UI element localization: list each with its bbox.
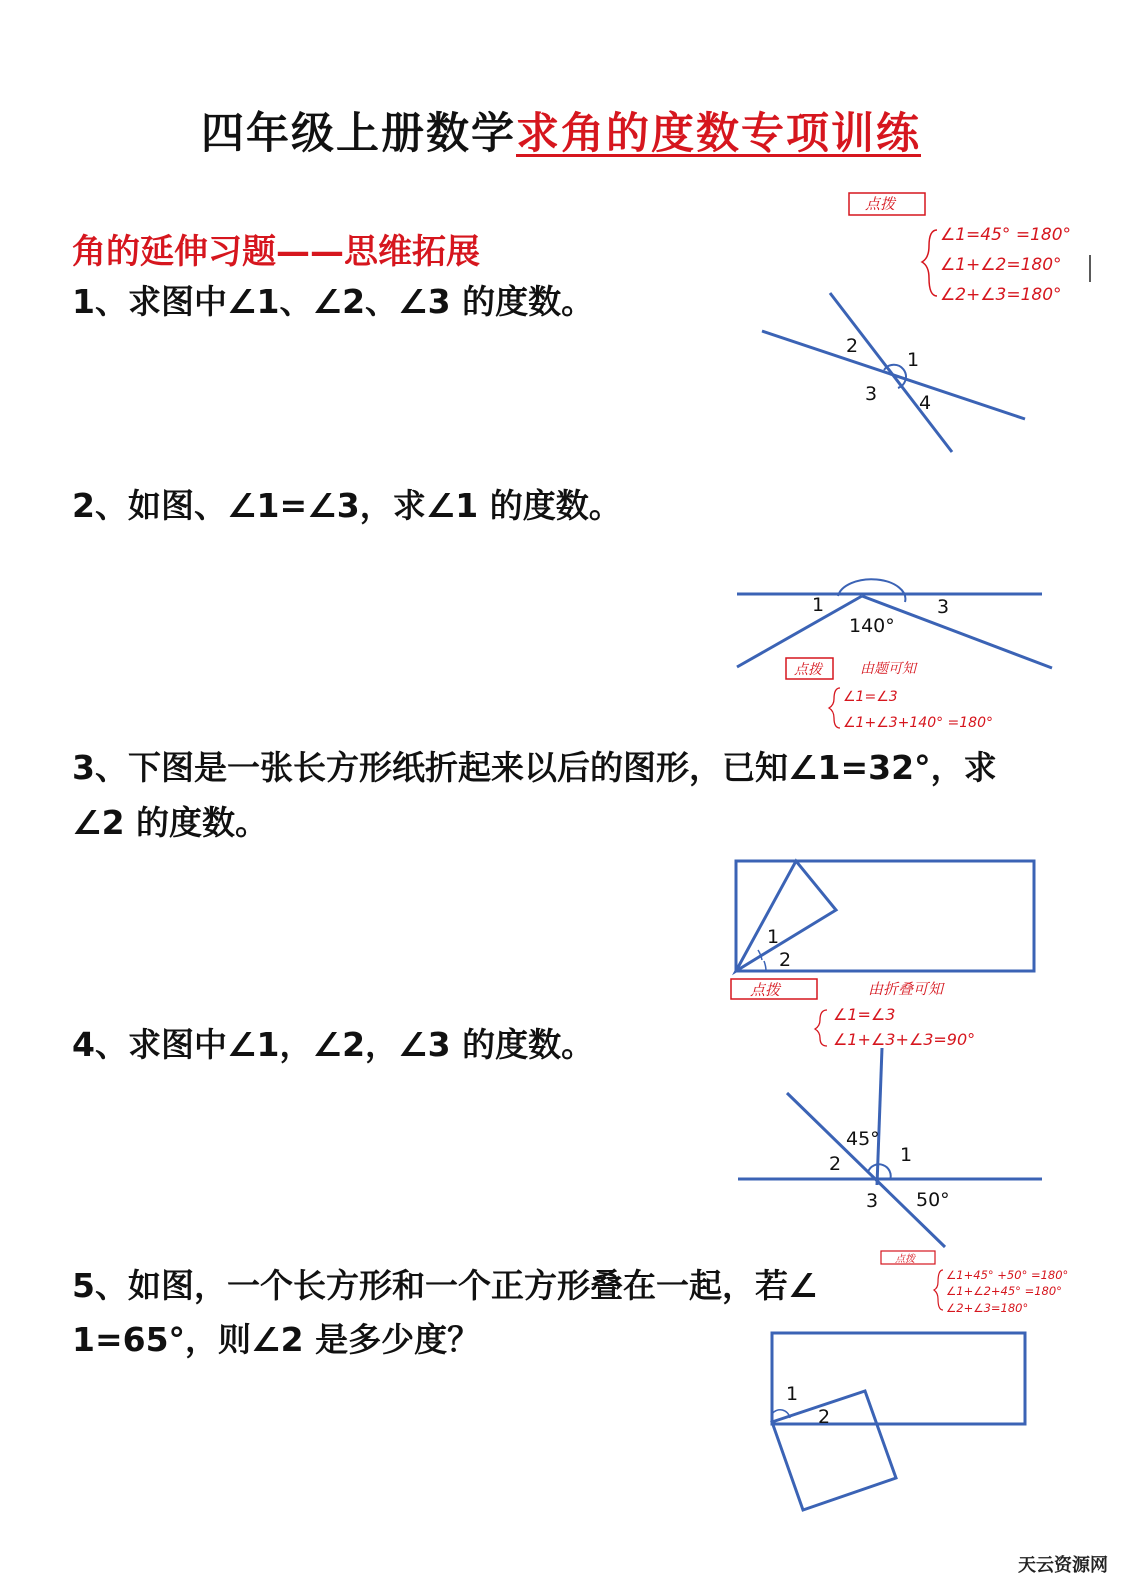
- figure-2-label-3: 3: [937, 596, 950, 618]
- figure-2-label-1: 1: [812, 594, 825, 616]
- title-black: 四年级上册数学: [201, 109, 516, 159]
- hint-1-line-1: ∠1=45° =180°: [940, 225, 1072, 245]
- figure-4-angle-50: 50°: [916, 1189, 950, 1211]
- hint-4-line-1: ∠1+45° +50° =180°: [946, 1268, 1069, 1282]
- hint-3-line-1: ∠1=∠3: [833, 1005, 896, 1024]
- hint-4-tag: 点拨: [895, 1254, 915, 1265]
- figure-1-label-3: 3: [865, 383, 878, 405]
- figure-2-angle-value: 140°: [849, 615, 895, 637]
- figure-1-line-b: [830, 293, 952, 452]
- figure-5-label-1: 1: [786, 1383, 799, 1405]
- question-1: 1、求图中∠1、∠2、∠3 的度数。: [72, 282, 595, 321]
- figure-4-diagonal-line: [787, 1093, 945, 1247]
- question-2: 2、如图、∠1=∠3，求∠1 的度数。: [72, 486, 622, 525]
- figure-4: [738, 1048, 1042, 1247]
- section-subtitle: 角的延伸习题——思维拓展: [72, 232, 480, 272]
- question-4: 4、求图中∠1，∠2，∠3 的度数。: [72, 1025, 595, 1064]
- figure-2-left-line: [737, 596, 862, 667]
- hint-4-line-3: ∠2+∠3=180°: [946, 1301, 1029, 1315]
- figure-4-label-3: 3: [866, 1190, 879, 1212]
- figure-4-label-1: 1: [900, 1144, 913, 1166]
- figure-4-label-2: 2: [829, 1153, 842, 1175]
- figure-5-label-2: 2: [818, 1406, 831, 1428]
- hint-3: [731, 979, 975, 1049]
- hint-3-tag: 点拨: [750, 981, 781, 999]
- hint-2-line-2: ∠1+∠3+140° =180°: [843, 715, 994, 731]
- figure-3-label-2: 2: [779, 949, 792, 971]
- hint-3-line-2: ∠1+∠3+∠3=90°: [833, 1030, 976, 1049]
- hint-4: [881, 1251, 1068, 1315]
- hint-4-brace: [934, 1270, 943, 1310]
- hint-1: [849, 193, 1090, 305]
- figure-4-angle-45: 45°: [846, 1128, 880, 1150]
- hint-2-intro: 由题可知: [860, 661, 916, 677]
- question-5-line-2: 1=65°，则∠2 是多少度？: [72, 1320, 481, 1359]
- hint-1-tag: 点拨: [865, 195, 896, 213]
- title-red: 求角的度数专项训练: [516, 109, 921, 159]
- figure-1-label-4: 4: [919, 392, 932, 414]
- hint-1-brace: [922, 230, 937, 296]
- hint-2-line-1: ∠1=∠3: [843, 689, 898, 705]
- hint-2-brace: [829, 688, 840, 728]
- figure-1: [762, 293, 1025, 452]
- hint-2-tag: 点拨: [794, 662, 822, 678]
- question-3-line-1: 3、下图是一张长方形纸折起来以后的图形，已知∠1=32°，求: [72, 748, 997, 787]
- question-5-line-1: 5、如图，一个长方形和一个正方形叠在一起，若∠: [72, 1266, 818, 1305]
- figure-5: [772, 1333, 1025, 1510]
- watermark: 天云资源网: [1018, 1555, 1108, 1576]
- hint-4-line-2: ∠1+∠2+45° =180°: [946, 1284, 1062, 1298]
- hint-2: [786, 658, 993, 731]
- hint-1-line-2: ∠1+∠2=180°: [940, 255, 1062, 275]
- figure-1-label-2: 2: [846, 335, 859, 357]
- figure-3-label-1: 1: [767, 926, 780, 948]
- figure-1-label-1: 1: [907, 349, 920, 371]
- hint-3-intro: 由折叠可知: [868, 980, 944, 998]
- hint-3-brace: [815, 1010, 827, 1046]
- question-3-line-2: ∠2 的度数。: [72, 803, 269, 842]
- hint-1-line-3: ∠2+∠3=180°: [940, 285, 1062, 305]
- figure-5-square: [772, 1391, 896, 1510]
